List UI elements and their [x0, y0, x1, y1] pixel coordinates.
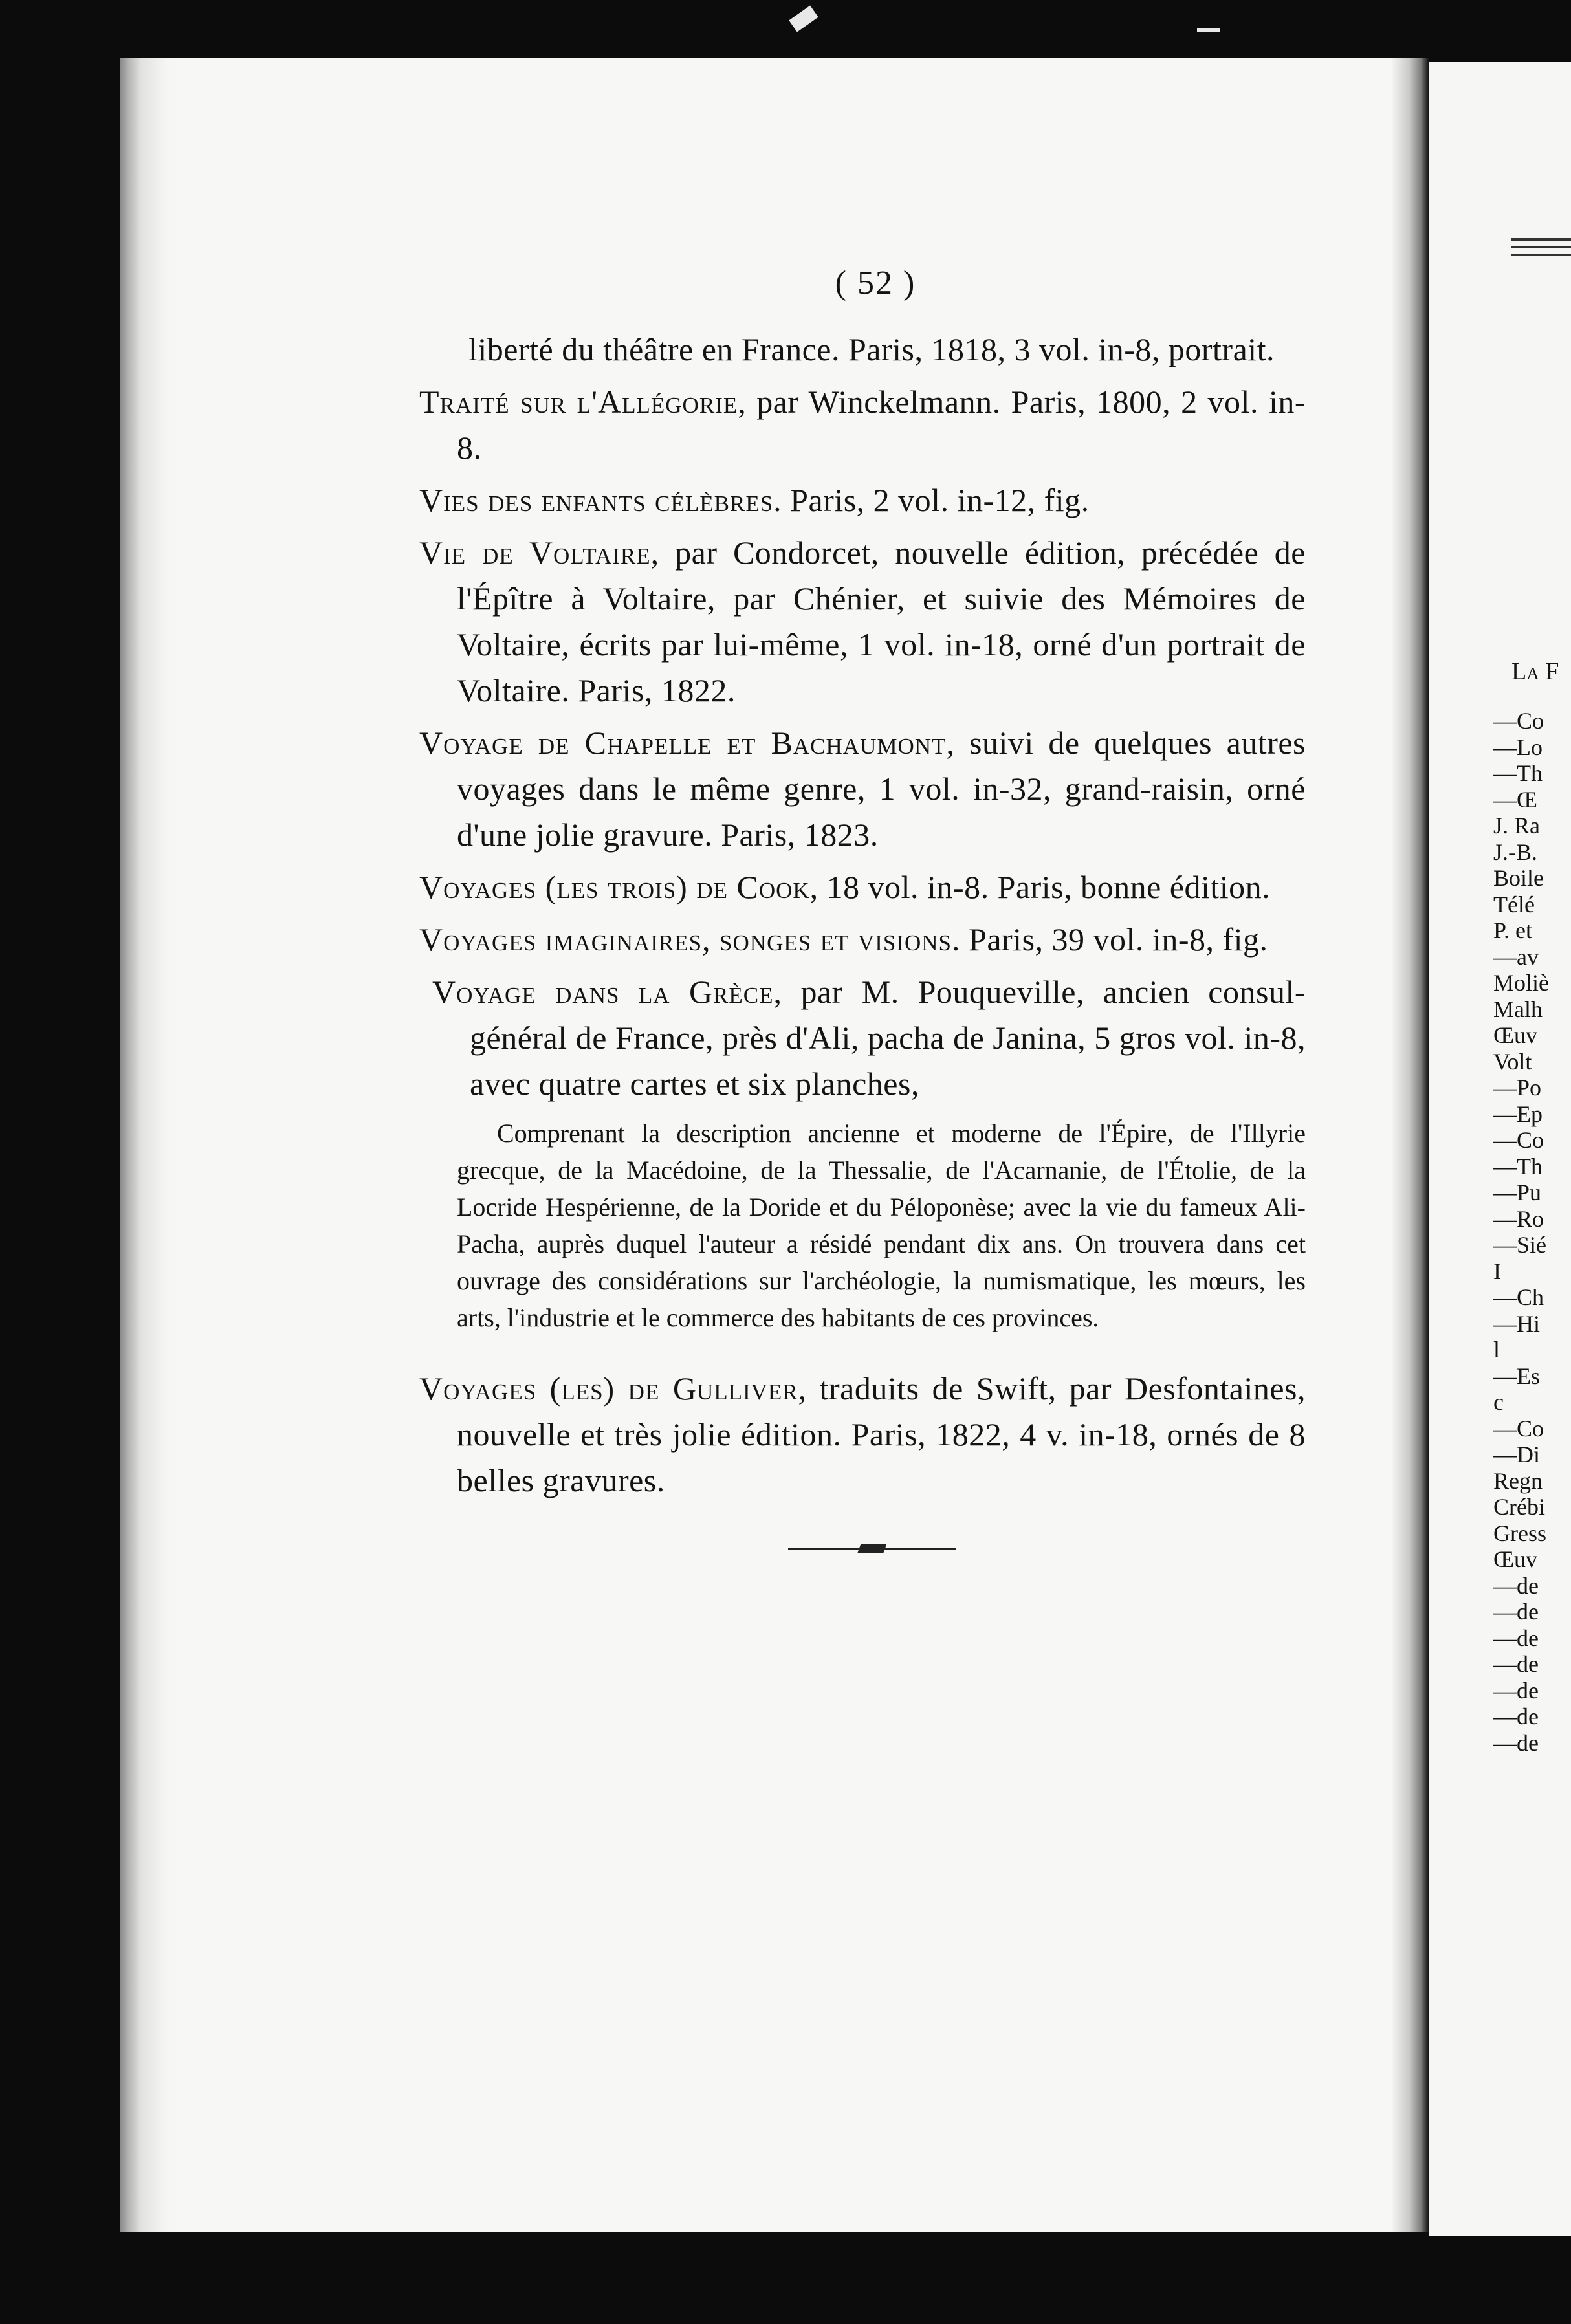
adjacent-page-line: —de — [1493, 1729, 1539, 1756]
adjacent-page-line: Boile — [1493, 865, 1544, 891]
entry-text: , traduits de Swift, par Desfontaines, nouvelle et très jolie édition. Paris, 1822, 4 v. in-18, ornés de 8 belles gravures. — [457, 1370, 1306, 1498]
adjacent-page-line: Volt — [1493, 1048, 1532, 1075]
adjacent-page-line: —Co — [1493, 1127, 1544, 1153]
adjacent-page-line: Œuv — [1493, 1546, 1538, 1572]
adjacent-page-line: —av — [1493, 943, 1539, 970]
entry-title: Voyages (les trois) de Cook — [419, 869, 810, 905]
adjacent-page-line: J. Ra — [1493, 813, 1540, 839]
adjacent-page-line: Regn — [1493, 1467, 1543, 1494]
catalog-entry — [419, 327, 1306, 373]
catalog-entry — [419, 379, 1306, 471]
entry-text: , suivi de quelques autres voyages dans le même genre, 1 vol. in-32, grand-raisin, orné d'une jolie gravure. Paris, 1823. — [457, 725, 1306, 853]
adjacent-page-line: —Co — [1493, 708, 1544, 734]
adjacent-page-line: Télé — [1493, 891, 1535, 917]
catalog-entry — [419, 917, 1306, 963]
entry-text: , par M. Pouqueville, ancien consul-général de France, près d'Ali, pacha de Janina, 5 gros vol. in-8, avec quatre cartes et six planches, — [470, 974, 1306, 1102]
adjacent-page-line: —Th — [1493, 1153, 1543, 1179]
closing-ornament — [788, 1542, 956, 1555]
adjacent-page-heading: La F — [1511, 658, 1559, 685]
adjacent-page-line: —Th — [1493, 760, 1543, 786]
entry-title: Traité sur l'Allégorie — [419, 384, 738, 420]
entry-text: , par Winckelmann. Paris, 1800, 2 vol. in-8. — [457, 384, 1306, 466]
adjacent-page-line: Crébi — [1493, 1494, 1545, 1520]
adjacent-page-line: —Co — [1493, 1415, 1544, 1442]
entry-description: Comprenant la description ancienne et moderne de l'Épire, de l'Illyrie grecque, de la Macédoine, de la Thessalie, de l'Acarnanie, de l'Étolie, de la Locride Hespérienne, de la Doride et du Péloponèse; avec la vie du fameux Ali-Pacha, auprès duquel l'auteur a résidé pendant dix ans. On trouvera dans cet ouvrage des considérations sur l'archéologie, la numismatique, les mœurs, les arts, l'industrie et le commerce des habitants de ces provinces. — [457, 1119, 1306, 1332]
adjacent-page-line: —de — [1493, 1704, 1539, 1729]
adjacent-page-line: —Ch — [1493, 1284, 1544, 1310]
adjacent-page-line: —Pu — [1493, 1179, 1542, 1205]
entry-title: Voyages (les) de Gulliver — [419, 1370, 798, 1407]
adjacent-page-line: I — [1493, 1258, 1501, 1284]
entry-text: liberté du théâtre en France. Paris, 1818, 3 vol. in-8, portrait. — [468, 331, 1275, 367]
catalog-entry — [419, 477, 1306, 523]
adjacent-page-line: c — [1493, 1389, 1504, 1415]
adjacent-page-line: —Po — [1493, 1075, 1542, 1101]
adjacent-page-line: Œuv — [1493, 1022, 1538, 1048]
catalog-entry — [419, 530, 1306, 714]
adjacent-page-line: —Sié — [1493, 1232, 1547, 1258]
adjacent-page-rule — [1511, 254, 1571, 256]
adjacent-page-line: Moliè — [1493, 970, 1549, 996]
adjacent-page-line: —de — [1493, 1572, 1539, 1599]
adjacent-page-line: —Di — [1493, 1442, 1540, 1467]
page-gutter-left — [120, 58, 179, 2232]
scan-artifact — [1197, 28, 1220, 32]
entry-title: Voyage de Chapelle et Bachaumont — [419, 725, 947, 761]
entry-text: . Paris, 2 vol. in-12, fig. — [773, 482, 1090, 518]
adjacent-page-line: P. et — [1493, 917, 1533, 943]
catalog-entry — [419, 720, 1306, 858]
catalog-entry — [419, 1366, 1306, 1504]
adjacent-page-line: Gress — [1493, 1520, 1546, 1546]
adjacent-page-line: —Es — [1493, 1363, 1540, 1389]
adjacent-page-rule — [1511, 246, 1571, 248]
entry-title: Voyage dans la Grèce — [432, 974, 774, 1010]
page-text — [419, 264, 1306, 1555]
adjacent-page — [1429, 62, 1571, 2236]
adjacent-page-line: —Hi — [1493, 1310, 1540, 1337]
catalog-entry — [419, 864, 1306, 910]
adjacent-page-line: —de — [1493, 1625, 1539, 1651]
entry-text: , par Condorcet, nouvelle édition, précédée de l'Épître à Voltaire, par Chénier, et suivie des Mémoires de Voltaire, écrits par lui-même, 1 vol. in-18, orné d'un portrait de Voltaire. Paris, 1822. — [457, 534, 1306, 708]
entry-title: Voyages imaginaires, songes et visions — [419, 921, 952, 958]
adjacent-page-rule — [1511, 238, 1571, 241]
adjacent-page-line: —Ro — [1493, 1205, 1544, 1232]
adjacent-page-line: —Œ — [1493, 786, 1538, 813]
adjacent-page-line: l — [1493, 1337, 1500, 1363]
adjacent-page-line: —Ep — [1493, 1101, 1543, 1127]
adjacent-page-line: —de — [1493, 1677, 1539, 1704]
entry-text: . Paris, 39 vol. in-8, fig. — [952, 921, 1268, 958]
adjacent-page-line: —de — [1493, 1651, 1539, 1677]
page-number: ( 52 ) — [835, 265, 916, 301]
adjacent-page-line: —de — [1493, 1599, 1539, 1625]
entry-title: Vie de Voltaire — [419, 534, 651, 571]
page-gutter-right — [1392, 58, 1429, 2232]
adjacent-page-line: Malh — [1493, 996, 1543, 1022]
catalog-entry — [432, 969, 1306, 1107]
scan-artifact — [789, 6, 818, 32]
adjacent-page-line: —Lo — [1493, 734, 1543, 760]
adjacent-page-line: J.-B. — [1493, 839, 1538, 865]
entry-text: , 18 vol. in-8. Paris, bonne édition. — [809, 869, 1271, 905]
entry-title: Vies des enfants célèbres — [419, 482, 774, 518]
